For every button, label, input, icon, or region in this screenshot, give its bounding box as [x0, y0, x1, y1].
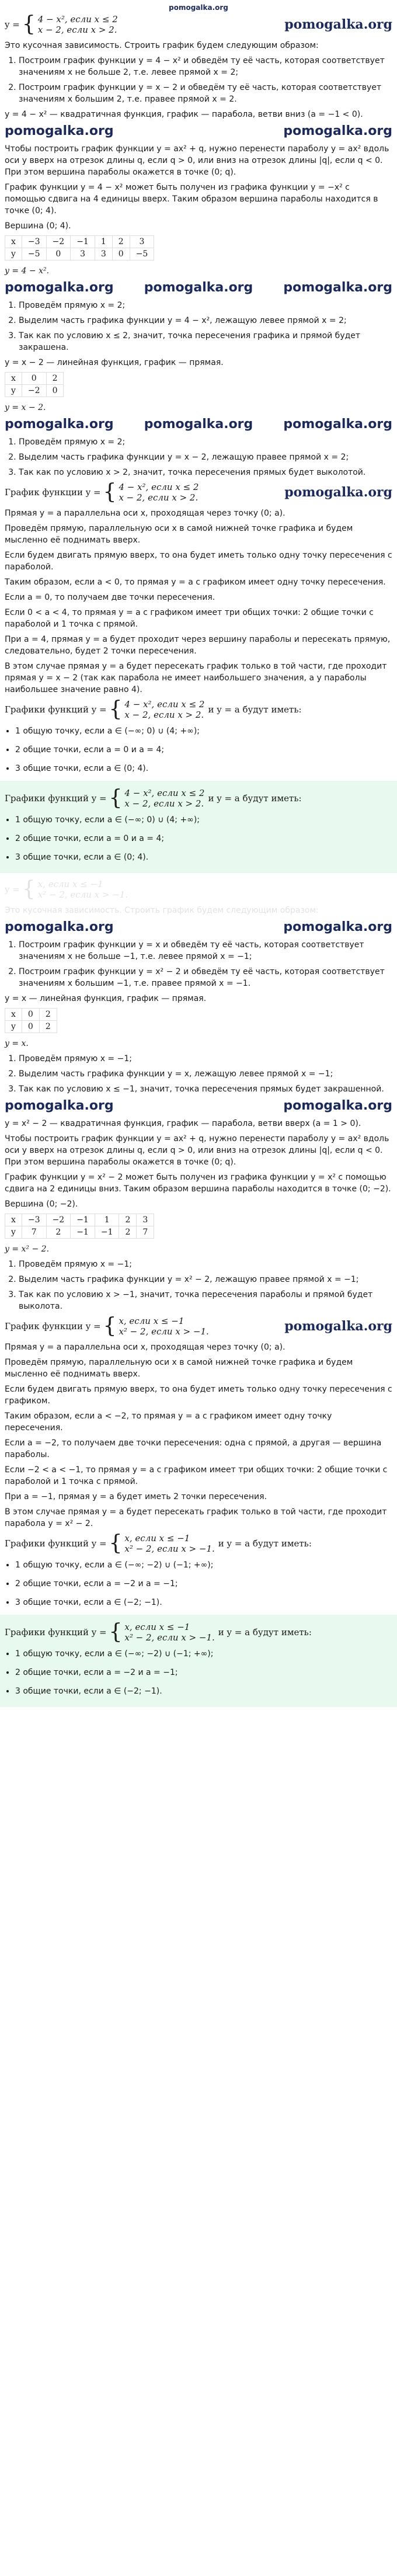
shift-text: График функции y = 4 − x² может быть получен из графика функции y = −x² с помощью сдвига на 4 единицы вверх. Таким образом вершина параболы находится в точке (0; 4). — [5, 183, 378, 215]
system-line-2: x − 2, если x > 2. — [124, 710, 204, 720]
graph-of-label: График функции y = — [5, 487, 101, 498]
count-item: • 2 общие точки, если a = 0 и a = 4; — [15, 743, 392, 756]
table-header: x — [5, 1214, 22, 1226]
step-item: 2. Выделим часть графика функции y = x − 2, лежащую правее прямой x = 2; — [19, 451, 392, 463]
table-cell: 0 — [22, 373, 46, 385]
step-item: 1. Проведём прямую x = 2; — [19, 300, 392, 311]
watermark: pomogalka.org — [144, 280, 253, 295]
table-cell: −1 — [71, 236, 95, 248]
table-cell: −1 — [71, 1226, 95, 1239]
paragraph: В этом случае прямая y = a будет пересекать график только в той части, где проходит прямая y = x − 2 (так как парабола не имеет наибольшего значения, а у параболы наибольшее значение равно 4). — [5, 662, 387, 694]
system-line-2: x² − 2, если x > −1. — [124, 1543, 215, 1554]
system-lines — [38, 14, 118, 35]
table-header: x — [5, 236, 22, 248]
system-y: y = — [5, 884, 20, 895]
equation-label: y = x. — [5, 1039, 29, 1048]
system-line-1: 4 − x², если x ≤ 2 — [124, 788, 205, 798]
brace-icon: { — [22, 12, 36, 36]
watermark: pomogalka.org — [5, 124, 114, 138]
count-item: • 3 общие точки, если a ∈ (0; 4). — [15, 762, 392, 775]
line-note: y = x − 2 — линейная функция, график — прямая. — [5, 358, 224, 367]
count-item: • 3 общие точки, если a ∈ (−2; −1). — [15, 1685, 392, 1698]
answer-box — [0, 781, 397, 873]
paragraph: Проведём прямую, параллельную оси x в самой нижней точке графика и будем мысленно её поднимать вверх. — [5, 1358, 353, 1379]
line-note: y = x — линейная функция, график — прямая. — [5, 994, 207, 1003]
table-cell: 1 — [95, 1214, 119, 1226]
step-item: 3. Так как по условию x > −1, значит, точка пересечения параболы и прямой будет выколота. — [19, 1289, 392, 1312]
summary-system — [5, 1533, 392, 1554]
steps-list — [5, 1259, 392, 1312]
table-cell: 2 — [39, 1009, 57, 1021]
values-table — [5, 1214, 154, 1239]
system-1 — [5, 14, 392, 35]
table-cell: −1 — [71, 1214, 95, 1226]
brace-icon: { — [109, 1531, 123, 1555]
top-watermark: pomogalka.org — [169, 4, 228, 12]
paragraph: Если −2 < a < −1, то прямая y = a с графиком имеет три общих точки: 2 общие точки с параболой и 1 точка с прямой. — [5, 1465, 388, 1486]
system-line-2: x − 2, если x > 2. — [37, 25, 117, 35]
paragraph: Прямая y = a параллельна оси x, проходящая через точку (0; a). — [5, 509, 285, 518]
paragraph: Таким образом, если a < −2, то прямая y = a с графиком имеет одну точку пересечения. — [5, 1412, 332, 1433]
paragraph: Если будем двигать прямую вверх, то она будет иметь только одну точку пересечения с параболой. — [5, 551, 392, 572]
plan-list — [5, 55, 392, 105]
brace-icon: { — [109, 697, 123, 721]
watermark: pomogalka.org — [283, 1098, 392, 1113]
system-line-1: 4 − x², если x ≤ 2 — [119, 482, 199, 492]
summary-tail: и y = a будут иметь: — [208, 704, 302, 715]
count-item: • 2 общие точки, если a = 0 и a = 4; — [15, 832, 392, 845]
parabola-note: y = x² − 2 — квадратичная функция, график — парабола, ветви вверх (a = 1 > 0). — [5, 1119, 361, 1128]
method-text: Чтобы построить график функции y = ax² + q, нужно перенести параболу y = ax² вдоль оси y вверх на отрезок длины q, если q > 0, или вниз на отрезок длины |q|, если q < 0. При этом вершина параболы окажется в точке (0; q). — [5, 1134, 389, 1167]
table-header: y — [5, 1021, 22, 1033]
plan-item: 2. Построим график функции y = x² − 2 и обведём ту её часть, которая соответствует значениям x большим −1, т.е. правее прямой x = −1. — [19, 966, 392, 989]
shift-text: График функции y = x² − 2 может быть получен из графика функции y = x² с помощью сдвига на 2 единицы вниз. Таким образом вершина параболы находится в точке (0; −2). — [5, 1173, 391, 1194]
system-line-2: x² − 2, если x > −1. — [37, 889, 128, 900]
plan-item: 1. Построим график функции y = 4 − x² и обведём ту её часть, которая соответствует значениям x не больше 2, т.е. левее прямой x = 2; — [19, 55, 392, 78]
counts-list — [5, 725, 392, 775]
count-item: • 1 общую точку, если a ∈ (−∞; −2) ∪ (−1; +∞); — [15, 1559, 392, 1572]
watermark: pomogalka.org — [284, 1319, 392, 1334]
paragraph: В этом случае прямая y = a будет пересекать график только в той части, где проходит парабола y = x² − 2. — [5, 1507, 387, 1528]
step-item: 3. Так как по условию x ≤ −1, значит, точка пересечения прямых будет закрашенной. — [19, 1083, 392, 1095]
watermark: pomogalka.org — [283, 280, 392, 295]
watermark: pomogalka.org — [5, 920, 114, 934]
table-cell: 3 — [71, 248, 95, 260]
system-line-2: x − 2, если x > 2. — [119, 492, 198, 503]
answer-system — [5, 1622, 392, 1643]
table-cell: 0 — [22, 1021, 39, 1033]
table-cell: −2 — [22, 385, 46, 397]
paragraph: Таким образом, если a < 0, то прямая y = a с графиком имеет одну точку пересечения. — [5, 578, 386, 587]
table-cell: −2 — [46, 236, 71, 248]
table-header: y — [5, 1226, 22, 1239]
paragraph: Если a = −2, то получаем две точки пересечения: одна с прямой, а другая — вершина параболы. — [5, 1438, 382, 1459]
paragraph: Если a = 0, то получаем две точки пересечения. — [5, 593, 215, 602]
values-table — [5, 372, 64, 397]
brace-icon: { — [109, 786, 123, 810]
table-cell: 1 — [95, 236, 112, 248]
table-header: x — [5, 373, 22, 385]
step-item: 1. Проведём прямую x = −1; — [19, 1053, 392, 1065]
count-item: • 2 общие точки, если a = −2 и a = −1; — [15, 1666, 392, 1679]
steps-list — [5, 300, 392, 353]
system-lines — [124, 788, 204, 809]
intro-text: Это кусочная зависимость. Строить график будем следующим образом: — [5, 906, 319, 915]
answer-tail: и y = a будут иметь: — [208, 793, 302, 804]
paragraph: Если 0 < a < 4, то прямая y = a с графиком имеет три общих точки: 2 общие точки с параболой и 1 точка с прямой. — [5, 608, 374, 629]
system-line-1: x, если x ≤ −1 — [124, 1533, 190, 1543]
paragraph: При a = 4, прямая y = a будет проходит через вершину параболы и пересекать прямую, следовательно, будет 2 точки пересечения. — [5, 635, 391, 656]
paragraph: Проведём прямую, параллельную оси x в самой нижней точке графика и будем мысленно её поднимать вверх. — [5, 524, 353, 545]
table-header: y — [5, 248, 22, 260]
steps-list — [5, 1053, 392, 1095]
table-cell: 3 — [137, 1214, 154, 1226]
table-cell: 7 — [137, 1226, 154, 1239]
table-cell: −3 — [22, 236, 46, 248]
answer-counts — [5, 814, 392, 864]
system-y: y = — [5, 19, 20, 30]
equation-label: y = 4 − x². — [5, 266, 50, 276]
graph-of-system — [5, 482, 392, 503]
brace-icon: { — [103, 1314, 117, 1338]
system-line-2: x − 2, если x > 2. — [124, 798, 204, 809]
counts-list — [5, 1559, 392, 1609]
plan-list — [5, 939, 392, 989]
watermark: pomogalka.org — [284, 485, 392, 500]
step-item: 2. Выделим часть графика функции y = x² − 2, лежащую правее прямой x = −1; — [19, 1274, 392, 1285]
answer-tail: и y = a будут иметь: — [218, 1627, 312, 1638]
count-item: • 3 общие точки, если a ∈ (0; 4). — [15, 851, 392, 864]
step-item: 2. Выделим часть графика функции y = x, лежащую левее прямой x = −1; — [19, 1068, 392, 1080]
table-cell: −5 — [130, 248, 154, 260]
paragraph: Если будем двигать прямую вверх, то она будет иметь только одну точку пересечения с графиком. — [5, 1385, 392, 1406]
count-item: • 2 общие точки, если a = −2 и a = −1; — [15, 1577, 392, 1590]
watermark: pomogalka.org — [283, 124, 392, 138]
paragraph: При a = −1, прямая y = a будет иметь 2 точки пересечения. — [5, 1492, 267, 1501]
step-item: 2. Выделим часть графика функции y = 4 − x², лежащую левее прямой x = 2; — [19, 315, 392, 326]
equation-label: y = x − 2. — [5, 403, 46, 412]
table-cell: 2 — [46, 1226, 71, 1239]
watermark: pomogalka.org — [5, 417, 114, 432]
table-cell: 3 — [130, 236, 154, 248]
step-item: 1. Проведём прямую x = 2; — [19, 436, 392, 448]
brace-icon: { — [22, 877, 36, 901]
intro-text: Это кусочная зависимость. Строить график будем следующим образом: — [5, 41, 319, 50]
watermark: pomogalka.org — [283, 920, 392, 934]
paragraph: Прямая y = a параллельна оси x, проходящая через точку (0; a). — [5, 1343, 285, 1352]
system-line-1: 4 − x², если x ≤ 2 — [124, 699, 205, 710]
brace-icon: { — [103, 480, 117, 504]
count-item: • 1 общую точку, если a ∈ (−∞; −2) ∪ (−1; +∞); — [15, 1647, 392, 1660]
system-lines — [119, 1316, 208, 1337]
table-cell: 2 — [119, 1226, 137, 1239]
table-cell: 0 — [46, 248, 71, 260]
method-text: Чтобы построить график функции y = ax² + q, нужно перенести параболу y = ax² вдоль оси y вверх на отрезок длины q, если q > 0, или вниз на отрезок длины |q|, если q < 0. При этом вершина параболы окажется в точке (0; q). — [5, 144, 389, 177]
system-line-2: x² − 2, если x > −1. — [124, 1632, 215, 1643]
values-table — [5, 235, 154, 260]
system-lines — [124, 699, 204, 720]
parabola-note: y = 4 − x² — квадратичная функция, график — парабола, ветви вниз (a = −1 < 0). — [5, 110, 363, 119]
system-lines — [124, 1533, 214, 1554]
watermark: pomogalka.org — [284, 17, 392, 32]
step-item: 3. Так как по условию x ≤ 2, значит, точка пересечения графика и прямой будет закрашена. — [19, 330, 392, 353]
answer-lead: Графики функций y = — [5, 1627, 107, 1638]
answer-box — [0, 1615, 397, 1707]
system-lines — [38, 879, 128, 900]
table-cell: 2 — [39, 1021, 57, 1033]
system-lines — [124, 1622, 214, 1643]
table-cell: 2 — [112, 236, 130, 248]
summary-system — [5, 699, 392, 720]
table-header: y — [5, 385, 22, 397]
answer-counts — [5, 1647, 392, 1698]
system-lines — [119, 482, 198, 503]
watermark: pomogalka.org — [5, 280, 114, 295]
values-table — [5, 1008, 57, 1033]
vertex-text: Вершина (0; −2). — [5, 1200, 78, 1209]
answer-system — [5, 788, 392, 809]
system-2 — [5, 879, 392, 900]
watermark: pomogalka.org — [5, 1098, 114, 1113]
table-header: x — [5, 1009, 22, 1021]
count-item: • 3 общие точки, если a ∈ (−2; −1). — [15, 1596, 392, 1609]
system-line-1: 4 − x², если x ≤ 2 — [37, 14, 118, 25]
vertex-text: Вершина (0; 4). — [5, 221, 71, 231]
graph-of-system — [5, 1316, 392, 1337]
plan-item: 1. Построим график функции y = x и обведём ту её часть, которая соответствует значениям x не больше −1, т.е. левее прямой x = −1; — [19, 939, 392, 962]
table-cell: 2 — [119, 1214, 137, 1226]
summary-tail: и y = a будут иметь: — [218, 1538, 312, 1549]
steps-list — [5, 436, 392, 478]
table-cell: 7 — [22, 1226, 46, 1239]
system-line-1: x, если x ≤ −1 — [124, 1622, 190, 1632]
summary-lead: Графики функций y = — [5, 1538, 107, 1549]
summary-lead: Графики функций y = — [5, 704, 107, 715]
system-line-2: x² − 2, если x > −1. — [119, 1326, 209, 1337]
table-cell: −3 — [22, 1214, 46, 1226]
equation-label: y = x² − 2. — [5, 1244, 50, 1254]
table-cell: −2 — [46, 1214, 71, 1226]
graph-of-label: График функции y = — [5, 1321, 101, 1332]
brace-icon: { — [109, 1620, 123, 1644]
table-cell: 0 — [46, 385, 64, 397]
system-line-1: x, если x ≤ −1 — [37, 879, 103, 889]
count-item: • 1 общую точку, если a ∈ (−∞; 0) ∪ (4; +∞); — [15, 725, 392, 738]
step-item: 3. Так как по условию x > 2, значит, точка пересечения прямых будет выколотой. — [19, 467, 392, 478]
table-cell: 2 — [46, 373, 64, 385]
system-line-1: x, если x ≤ −1 — [119, 1316, 184, 1326]
plan-item: 2. Построим график функции y = x − 2 и обведём ту её часть, которая соответствует значениям x большим 2, т.е. правее прямой x = 2. — [19, 82, 392, 105]
table-cell: 0 — [112, 248, 130, 260]
table-cell: 0 — [22, 1009, 39, 1021]
answer-lead: Графики функций y = — [5, 793, 107, 804]
table-cell: 3 — [95, 248, 112, 260]
count-item: • 1 общую точку, если a ∈ (−∞; 0) ∪ (4; +∞); — [15, 814, 392, 826]
table-cell: −5 — [22, 248, 46, 260]
watermark: pomogalka.org — [283, 417, 392, 432]
step-item: 1. Проведём прямую x = −1; — [19, 1259, 392, 1270]
watermark: pomogalka.org — [144, 417, 253, 432]
table-cell: −1 — [95, 1226, 119, 1239]
